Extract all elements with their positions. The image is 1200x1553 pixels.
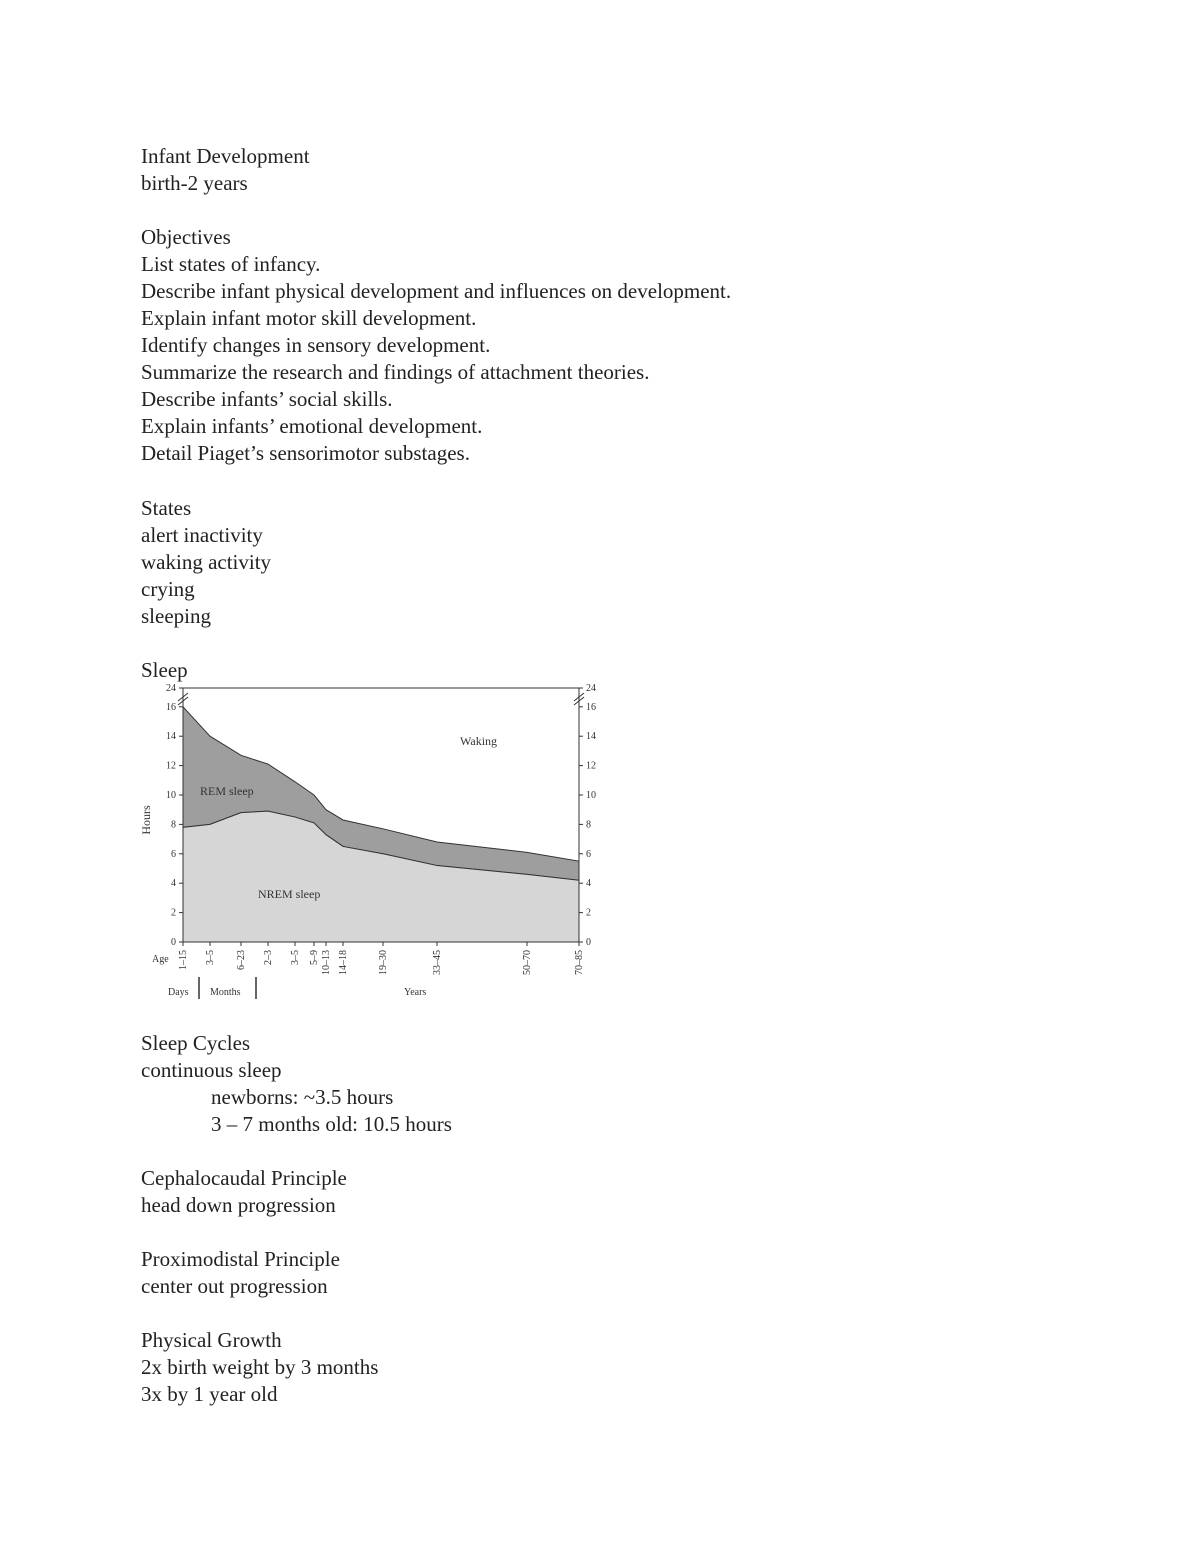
x-tick-label: 6–23 (236, 950, 247, 970)
y-tick-label-right: 6 (586, 848, 591, 860)
x-tick-label: 1–15 (178, 950, 189, 970)
y-tick-label: 0 (171, 937, 176, 948)
x-group-days: Days (168, 987, 189, 998)
y-tick-label: 24 (166, 683, 176, 694)
y-tick-label-right: 4 (586, 878, 591, 890)
y-tick-label-right: 16 (586, 701, 596, 713)
x-tick-label: 3–5 (290, 950, 301, 965)
x-tick-label: 14–18 (338, 950, 349, 975)
state-item: alert inactivity (141, 523, 263, 547)
objective-item: Detail Piaget’s sensorimotor substages. (141, 441, 470, 465)
x-tick-label: 10–13 (321, 950, 332, 975)
cephalocaudal-heading: Cephalocaudal Principle (141, 1166, 347, 1190)
y-tick-label: 14 (166, 731, 176, 743)
proximodistal-heading: Proximodistal Principle (141, 1247, 340, 1271)
objective-item: Explain infants’ emotional development. (141, 414, 483, 438)
objectives-heading: Objectives (141, 225, 231, 249)
sleep-cycle-item: 3 – 7 months old: 10.5 hours (211, 1112, 452, 1136)
x-group-years: Years (404, 987, 427, 998)
y-tick-label-right: 24 (586, 683, 596, 694)
x-tick-label: 3–5 (205, 950, 216, 965)
x-tick-label: 19–30 (378, 950, 389, 975)
x-axis-label: Age (152, 954, 169, 965)
physical-growth-item: 3x by 1 year old (141, 1382, 278, 1406)
y-tick-label: 12 (166, 760, 176, 772)
y-tick-label-right: 12 (586, 760, 596, 772)
area-label-rem: REM sleep (200, 784, 254, 798)
physical-growth-heading: Physical Growth (141, 1328, 282, 1352)
x-tick-label: 33–45 (432, 950, 443, 975)
y-tick-label: 8 (171, 819, 176, 831)
objective-item: Explain infant motor skill development. (141, 306, 477, 330)
area-label-nrem: NREM sleep (258, 886, 321, 901)
document-subtitle: birth-2 years (141, 171, 248, 195)
y-tick-label: 16 (166, 701, 176, 713)
sleep-cycles-heading: Sleep Cycles (141, 1031, 251, 1055)
area-label-waking: Waking (460, 734, 498, 749)
sleep-hours-chart (138, 680, 608, 1005)
objective-item: Describe infant physical development and influences on development. (141, 279, 732, 303)
y-tick-label-right: 8 (586, 819, 591, 831)
y-tick-label-right: 14 (586, 731, 596, 743)
x-tick-label: 2–3 (263, 950, 274, 965)
objective-item: Summarize the research and findings of attachment theories. (141, 360, 650, 384)
x-tick-label: 5–9 (309, 950, 320, 965)
y-axis-label: Hours (139, 805, 153, 835)
y-tick-label: 10 (166, 790, 176, 801)
states-heading: States (141, 496, 192, 520)
sleep-cycles-subheading: continuous sleep (141, 1058, 282, 1082)
y-tick-label-right: 0 (586, 937, 591, 948)
cephalocaudal-text: head down progression (141, 1193, 336, 1217)
state-item: waking activity (141, 550, 272, 574)
proximodistal-text: center out progression (141, 1274, 328, 1298)
objective-item: Identify changes in sensory development. (141, 333, 491, 357)
y-tick-label: 6 (171, 848, 176, 860)
y-tick-label-right: 2 (586, 907, 591, 919)
sleep-heading: Sleep (141, 658, 188, 682)
objective-item: List states of infancy. (141, 252, 321, 276)
document-title: Infant Development (141, 144, 310, 168)
physical-growth-item: 2x birth weight by 3 months (141, 1355, 379, 1379)
state-item: crying (141, 577, 195, 601)
y-tick-label: 2 (171, 907, 176, 919)
sleep-cycle-item: newborns: ~3.5 hours (211, 1085, 394, 1109)
x-tick-label: 50–70 (522, 950, 533, 975)
y-tick-label-right: 10 (586, 790, 596, 801)
x-tick-label: 70–85 (574, 950, 585, 975)
y-tick-label: 4 (171, 878, 176, 890)
objective-item: Describe infants’ social skills. (141, 387, 393, 411)
x-group-months: Months (210, 987, 241, 998)
state-item: sleeping (141, 604, 211, 628)
